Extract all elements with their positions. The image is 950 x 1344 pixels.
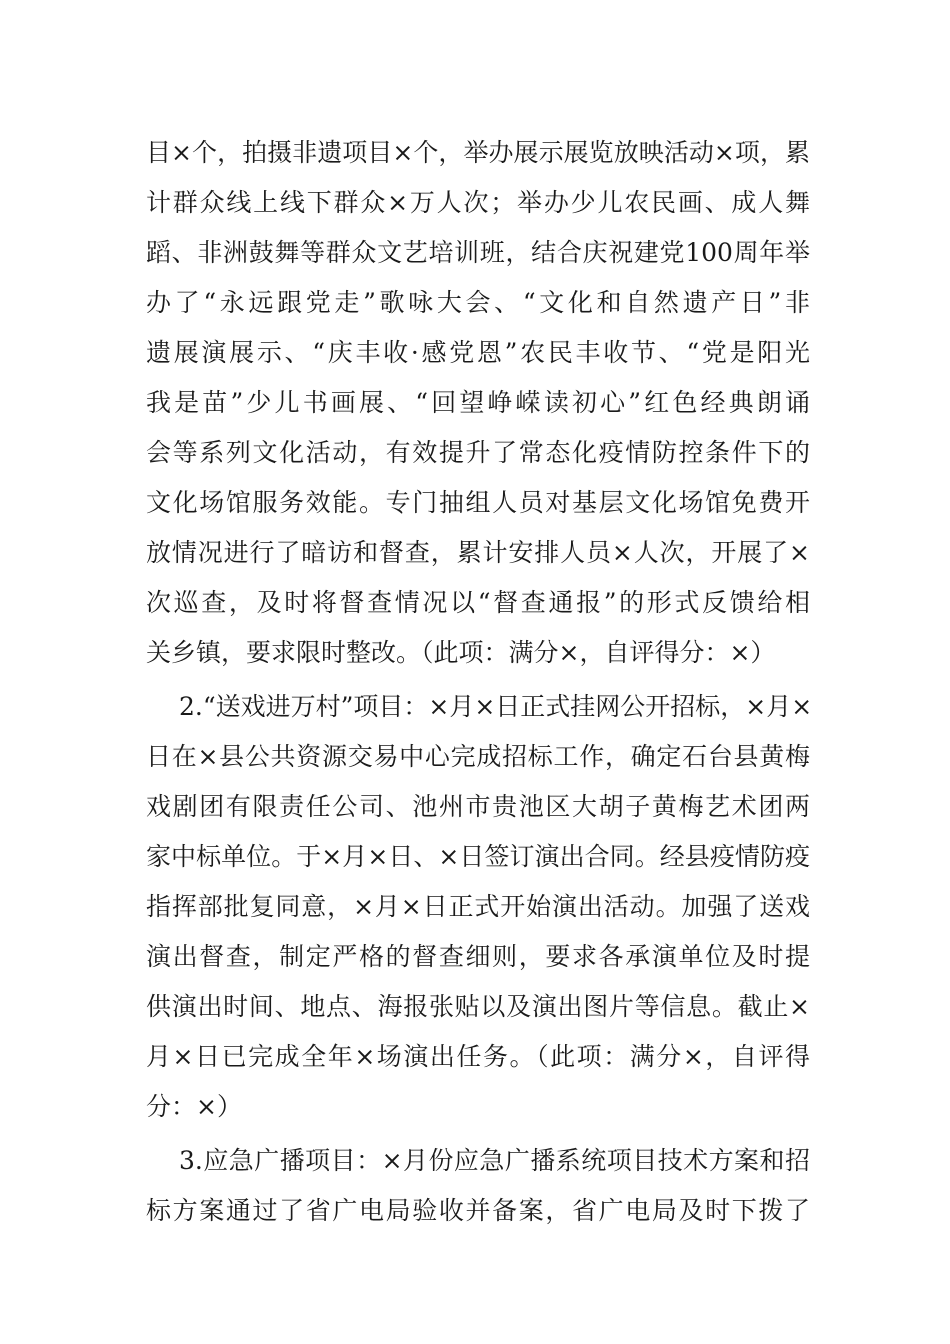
text-line: 办了“永远跟党走”歌咏大会、“文化和自然遗产日”非 — [146, 288, 810, 317]
text-line: 月×日已完成全年×场演出任务。（此项：满分×，自评得 — [146, 1042, 810, 1071]
text-line: 放情况进行了暗访和督查，累计安排人员×人次，开展了× — [146, 538, 810, 567]
paragraph-3 — [146, 1136, 810, 1236]
text-line: 家中标单位。于×月×日、×日签订演出合同。经县疫情防疫 — [146, 842, 810, 871]
text-line: 次巡查，及时将督查情况以“督查通报”的形式反馈给相 — [146, 588, 810, 617]
text-line: 会等系列文化活动，有效提升了常态化疫情防控条件下的 — [146, 438, 810, 467]
text-line: 分：×） — [146, 1092, 242, 1121]
text-line: 我是苗”少儿书画展、“回望峥嵘读初心”红色经典朗诵 — [146, 388, 810, 417]
paragraph-1 — [146, 128, 810, 678]
text-line: 标方案通过了省广电局验收并备案，省广电局及时下拨了 — [146, 1196, 810, 1225]
text-line: 指挥部批复同意，×月×日正式开始演出活动。加强了送戏 — [146, 892, 810, 921]
text-line: 遗展演展示、“庆丰收·感党恩”农民丰收节、“党是阳光 — [146, 338, 810, 367]
text-line: 日在×县公共资源交易中心完成招标工作，确定石台县黄梅 — [146, 742, 810, 771]
text-line: 演出督查，制定严格的督查细则，要求各承演单位及时提 — [146, 942, 810, 971]
text-line: 戏剧团有限责任公司、池州市贵池区大胡子黄梅艺术团两 — [146, 792, 810, 821]
text-line: 文化场馆服务效能。专门抽组人员对基层文化场馆免费开 — [146, 488, 810, 517]
paragraph-2 — [146, 682, 813, 1132]
text-line: 目×个，拍摄非遗项目×个，举办展示展览放映活动×项，累 — [146, 138, 810, 167]
text-line: 供演出时间、地点、海报张贴以及演出图片等信息。截止× — [146, 992, 810, 1021]
document-body — [146, 128, 813, 1236]
text-line: 关乡镇，要求限时整改。（此项：满分×，自评得分：×） — [146, 638, 776, 667]
text-line: 3.应急广播项目：×月份应急广播系统项目技术方案和招 — [179, 1146, 810, 1175]
text-line: 2.“送戏进万村”项目：×月×日正式挂网公开招标，×月× — [179, 692, 813, 721]
text-line: 蹈、非洲鼓舞等群众文艺培训班，结合庆祝建党100周年举 — [146, 238, 810, 267]
text-line: 计群众线上线下群众×万人次；举办少儿农民画、成人舞 — [146, 188, 810, 217]
